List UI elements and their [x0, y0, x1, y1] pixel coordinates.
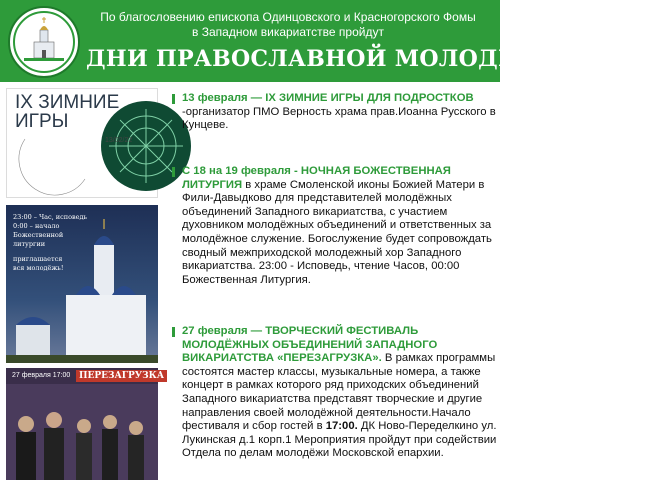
church-icon	[10, 8, 78, 76]
winter-games-title-line-1: IX ЗИМНИЕ	[15, 92, 120, 113]
liturgy-line-1: 23:00 – Час, исповедь	[13, 213, 88, 221]
festival-poster-badge: ПЕРЕЗАГРУЗКА	[76, 370, 167, 382]
event-body: в храме Смоленской иконы Божией Матери в Фили-Давыдково для представителей молодёжных объединений Западного викариатства, с участием духовником молодёжных объединений и ответственных за молодёжное служение. Богослужение будет сопровождать сводный межприходской молодежный хор Западного викариатства. 23:00 - Исповедь, чтение Часов, 00:00 Божественная Литургия.	[182, 178, 492, 286]
event-item	[172, 92, 504, 133]
event-headline: 13 февраля — IX ЗИМНИЕ ИГРЫ ДЛЯ ПОДРОСТКОВ	[182, 92, 474, 104]
festival-poster-date: 27 февраля 17:00	[12, 372, 71, 379]
header-banner	[0, 0, 653, 82]
blessing-line-2: в Западном викариатстве пройдут	[192, 25, 384, 39]
winter-games-title	[15, 93, 119, 131]
winter-games-title-line-2: ИГРЫ	[15, 111, 69, 132]
circle-arc-icon	[15, 129, 95, 189]
event-headline: С 18 на 19 февраля - НОЧНАЯ БОЖЕСТВЕННАЯ ЛИТУРГИЯ	[182, 165, 451, 191]
liturgy-line-4: приглашается	[13, 255, 63, 263]
church-logo	[8, 6, 80, 78]
audience-photo-icon	[6, 384, 158, 480]
blessing-line-1: По благословению епископа Одинцовского и Красногорского Фомы	[100, 10, 476, 24]
festival-poster	[6, 368, 165, 480]
event-body: -организатор ПМО Верность храма прав.Иоанна Русского в Кунцеве.	[182, 105, 496, 132]
night-liturgy-poster	[6, 205, 158, 363]
page-title: ДНИ ПРАВОСЛАВНОЙ МОЛОДЕЖИ - 2022	[86, 46, 653, 72]
winter-games-date: 13/02/22	[105, 137, 133, 144]
event-item	[172, 165, 504, 287]
event-time: 17:00.	[325, 420, 358, 433]
liturgy-line-5: вся молодёжь!	[13, 264, 64, 272]
event-body-2: ДК Ново-Переделкино ул. Лукинская д.1 корп.1 Мероприятия пройдут при содействии Отдела по делам молодёжи Московской епархии.	[182, 420, 497, 460]
church-building-icon	[6, 205, 158, 363]
event-headline: 27 февраля — ТВОРЧЕСКИЙ ФЕСТИВАЛЬ МОЛОДЁЖНЫХ ОБЪЕДИНЕНИЙ ЗАПАДНОГО ВИКАРИАТСТВА «ПЕРЕЗАГРУЗКА».	[182, 325, 438, 365]
liturgy-line-2: 0:00 – начало	[13, 222, 60, 230]
event-item	[172, 325, 504, 461]
blessing-text	[88, 10, 488, 40]
event-body: В рамках программы состоятся мастер классы, музыкальные номера, а также концерт в рамках которого ряд приходских объединений Западного викариатства представят творческие и другие направления своей молодёжной деятельности.Начало фестиваля и сбор гостей в	[182, 352, 496, 433]
liturgy-line-3: Божественной литургии	[13, 231, 64, 248]
winter-games-poster	[6, 88, 158, 198]
